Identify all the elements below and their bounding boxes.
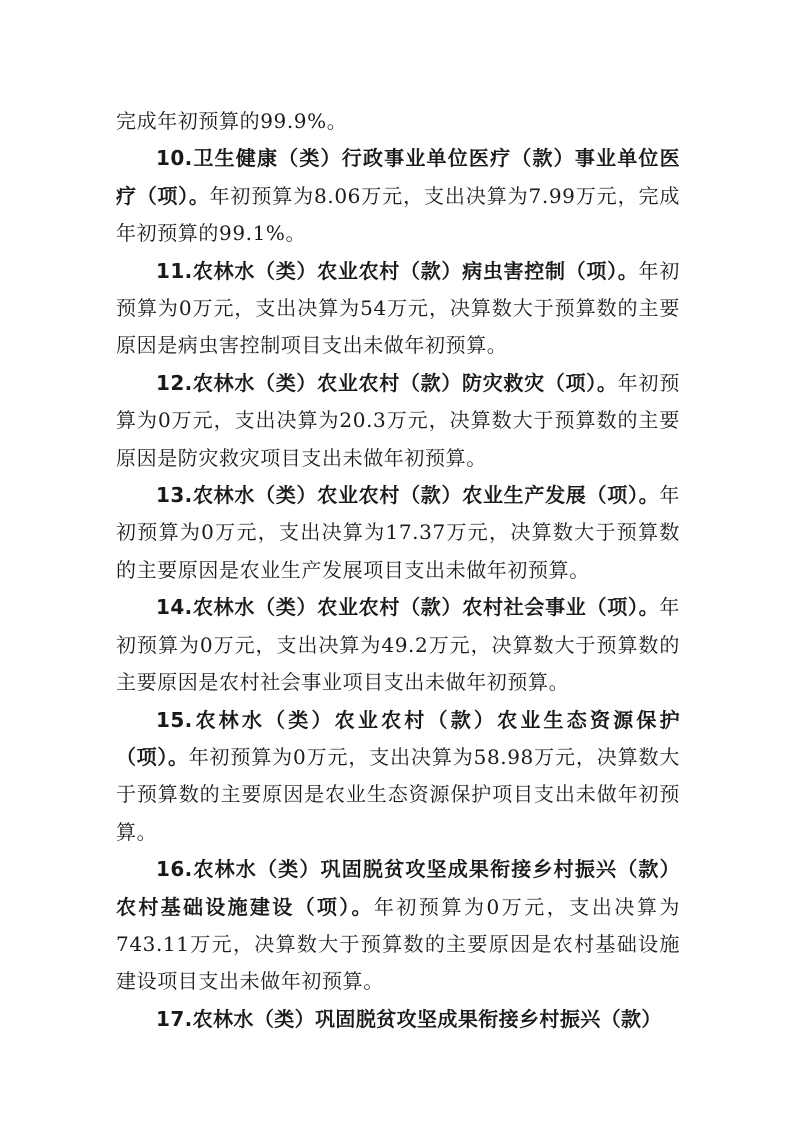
paragraph-item-14 (116, 589, 680, 701)
item-body: 年初预算为0万元，支出决算为54万元，决算数大于预算数的主要原因是病虫害控制项目支出未做年初预算。 (116, 258, 680, 358)
paragraph-item-11 (116, 253, 680, 365)
item-heading: 17.农林水（类）巩固脱贫攻坚成果衔接乡村振兴（款） (156, 1006, 662, 1031)
item-heading: 11.农林水（类）农业农村（款）病虫害控制（项）。 (156, 258, 639, 283)
paragraph-item-16 (116, 851, 680, 1001)
paragraph-item-12 (116, 365, 680, 477)
item-body: 年初预算为0万元，支出决算为49.2万元，决算数大于预算数的主要原因是农村社会事业项目支出未做年初预算。 (116, 595, 680, 695)
item-body: 年初预算为0万元，支出决算为17.37万元，决算数大于预算数的主要原因是农业生产发展项目支出未做年初预算。 (116, 483, 680, 582)
paragraph-item-17 (116, 1001, 680, 1038)
item-heading: 14.农林水（类）农业农村（款）农村社会事业（项）。 (156, 595, 660, 620)
paragraph-item-15 (116, 702, 680, 852)
paragraph-item-10 (116, 140, 680, 252)
item-body: 完成年初预算的99.9%。 (116, 109, 348, 133)
item-body: 年初预算为0万元，支出决算为743.11万元，决算数大于预算数的主要原因是农村基础设施建设项目支出未做年初预算。 (116, 894, 680, 994)
item-heading: 16.农林水（类）巩固脱贫攻坚成果衔接乡村振兴（款）农村基础设施建设（项）。 (116, 857, 680, 919)
document-body (116, 103, 680, 1038)
paragraph-item-13 (116, 477, 680, 589)
item-body: 年初预算为0万元，支出决算为58.98万元，决算数大于预算数的主要原因是农业生态资源保护项目支出未做年初预算。 (116, 744, 680, 844)
item-heading: 10.卫生健康（类）行政事业单位医疗（款）事业单位医疗（项）。 (116, 146, 680, 208)
item-heading: 12.农林水（类）农业农村（款）防灾救灾（项）。 (156, 370, 618, 395)
item-heading: 15.农林水（类）农业农村（款）农业生态资源保护（项）。 (116, 707, 680, 769)
item-body: 年初预算为0万元，支出决算为20.3万元，决算数大于预算数的主要原因是防灾救灾项目支出未做年初预算。 (116, 370, 680, 470)
paragraph-continued (116, 103, 680, 140)
item-body: 年初预算为8.06万元，支出决算为7.99万元，完成年初预算的99.1%。 (116, 183, 680, 246)
item-heading: 13.农林水（类）农业农村（款）农业生产发展（项）。 (156, 483, 660, 508)
